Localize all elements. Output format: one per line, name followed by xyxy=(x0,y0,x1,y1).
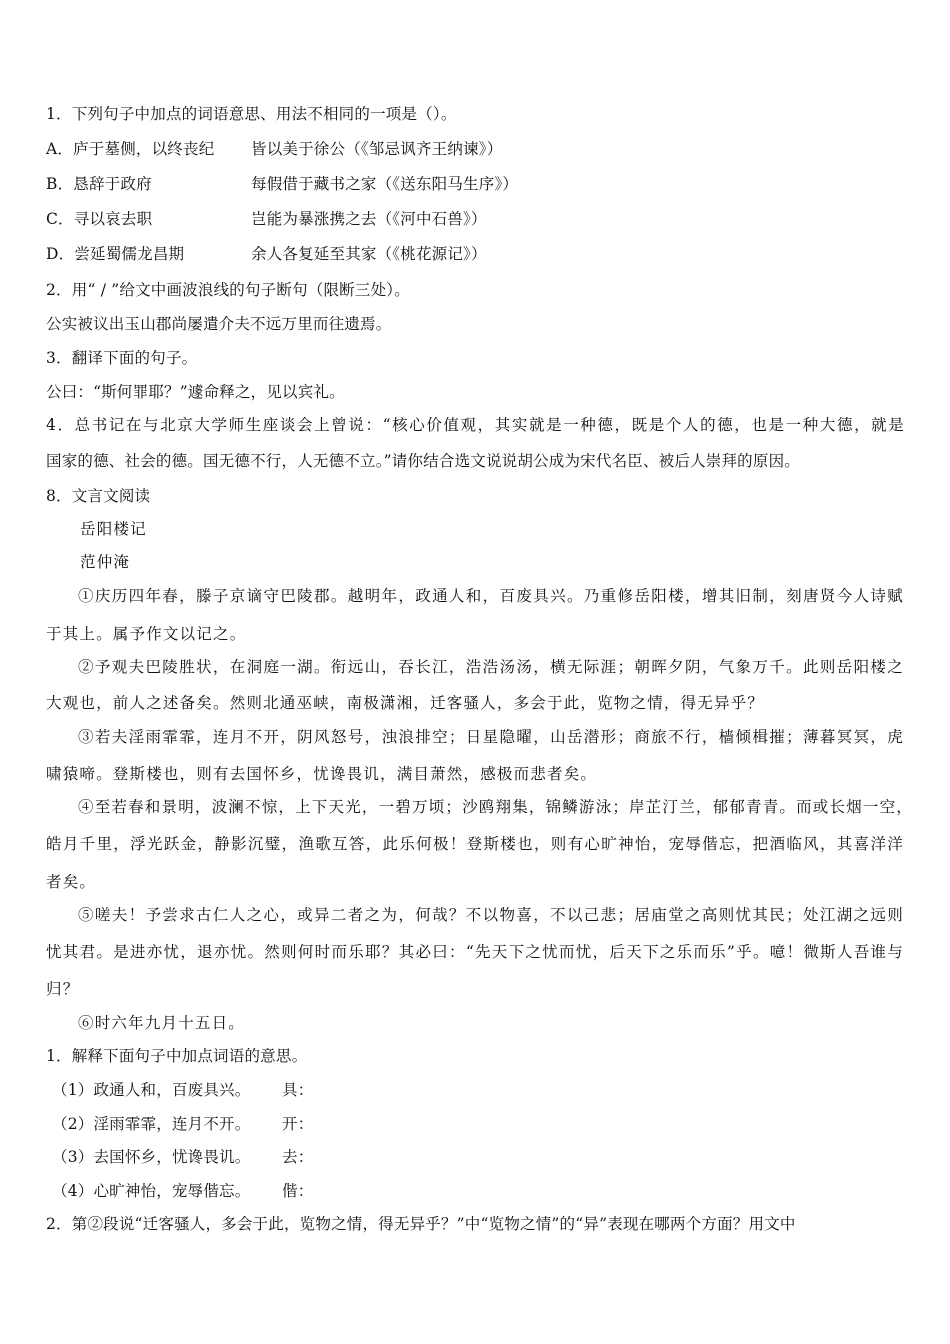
paragraph-6-line-1: ⑥时六年九月十五日。 xyxy=(78,1014,246,1032)
sub-question-2 xyxy=(52,1114,313,1134)
option-right-text: 每假借于藏书之家（《送东阳马生序》） xyxy=(251,175,519,193)
question-1-stem: 1．下列句子中加点的词语意思、用法不相同的一项是（）。 xyxy=(46,105,457,123)
paragraph-3-line-2: 啸猿啼。登斯楼也，则有去国怀乡，忧谗畏讥，满目萧然，感极而悲者矣。 xyxy=(46,765,598,783)
paragraph-2-line-1: ②予观夫巴陵胜状，在洞庭一湖。衔远山，吞长江，浩浩汤汤，横无际涯；朝晖夕阴，气象万千。此则岳阳楼之 xyxy=(78,658,904,676)
option-label: A． xyxy=(46,140,74,158)
question-4-line-2: 国家的德、社会的德。国无德不行，人无德不立。”请你结合选文说说胡公成为宋代名臣、被后人崇拜的原因。 xyxy=(46,452,800,470)
option-d xyxy=(46,244,487,264)
option-left-text: 庐于墓侧，以终丧纪 xyxy=(73,140,215,158)
sub-question-word: 开： xyxy=(282,1115,314,1133)
paragraph-5-line-2: 忧其君。是进亦忧，退亦忧。然则何时而乐耶？其必曰：“先天下之忧而忧，后天下之乐而乐”乎。噫！微斯人吾谁与 xyxy=(46,943,904,961)
option-left-text: 尝延蜀儒龙昌期 xyxy=(74,245,185,263)
question-4-line-1: 4．总书记在与北京大学师生座谈会上曾说：“核心价值观，其实就是一种德，既是个人的德，也是一种大德，就是 xyxy=(46,416,904,434)
sub-question-word: 偕： xyxy=(282,1182,314,1200)
paragraph-1-line-1: ①庆历四年春，滕子京谪守巴陵郡。越明年，政通人和，百废具兴。乃重修岳阳楼，增其旧制，刻唐贤今人诗赋 xyxy=(78,587,904,605)
option-left-text: 寻以哀去职 xyxy=(73,210,153,228)
option-right-text: 余人各复延至其家（《桃花源记》） xyxy=(251,245,487,263)
option-c xyxy=(46,209,487,229)
question-2-stem: 2．用“ / ”给文中画波浪线的句子断句（限断三处）。 xyxy=(46,281,410,299)
sub-question-1 xyxy=(52,1080,313,1100)
paragraph-3-line-1: ③若夫淫雨霏霏，连月不开，阴风怒号，浊浪排空；日星隐曜，山岳潜形；商旅不行，樯倾楫摧；薄暮冥冥，虎 xyxy=(78,728,904,746)
section-8-question-2-stem: 2．第②段说“迁客骚人，多会于此，览物之情，得无异乎？”中“览物之情”的“异”表现在哪两个方面？用文中 xyxy=(46,1215,796,1233)
paragraph-5-line-1: ⑤嗟夫！予尝求古仁人之心，或异二者之为，何哉？不以物喜，不以己悲；居庙堂之高则忧其民；处江湖之远则 xyxy=(78,906,904,924)
option-label: D． xyxy=(46,245,75,263)
passage-title: 岳阳楼记 xyxy=(80,520,147,538)
paragraph-4-line-1: ④至若春和景明，波澜不惊，上下天光，一碧万顷；沙鸥翔集，锦鳞游泳；岸芷汀兰，郁郁青青。而或长烟一空， xyxy=(78,798,914,816)
question-3-stem: 3．翻译下面的句子。 xyxy=(46,349,198,367)
sub-question-3 xyxy=(52,1147,313,1167)
option-a xyxy=(46,139,502,159)
sub-question-4 xyxy=(52,1181,313,1201)
paragraph-2-line-2: 大观也，前人之述备矣。然则北通巫峡，南极潇湘，迁客骚人，多会于此，览物之情，得无异乎？ xyxy=(46,694,765,712)
sub-question-text: （3）去国怀乡，忧谗畏讥。 xyxy=(52,1148,251,1166)
question-3-text: 公曰：“斯何罪耶？”遽命释之，见以宾礼。 xyxy=(46,383,345,401)
paragraph-5-line-3: 归？ xyxy=(46,980,80,998)
sub-question-text: （4）心旷神怡，宠辱偕忘。 xyxy=(52,1182,251,1200)
option-label: C． xyxy=(46,210,74,228)
section-8-question-1-stem: 1．解释下面句子中加点词语的意思。 xyxy=(46,1047,308,1065)
paragraph-4-line-3: 者矣。 xyxy=(46,873,97,891)
paragraph-1-line-2: 于其上。属予作文以记之。 xyxy=(46,625,247,643)
passage-author: 范仲淹 xyxy=(80,553,131,571)
sub-question-text: （2）淫雨霏霏，连月不开。 xyxy=(52,1115,251,1133)
option-b xyxy=(46,174,518,194)
sub-question-word: 去： xyxy=(282,1148,314,1166)
question-2-text: 公实被议出玉山郡尚屡遣介夫不远万里而往遗焉。 xyxy=(46,315,392,333)
sub-question-text: （1）政通人和，百废具兴。 xyxy=(52,1081,251,1099)
option-left-text: 恳辞于政府 xyxy=(73,175,152,193)
section-8-heading: 8．文言文阅读 xyxy=(46,487,151,505)
option-right-text: 皆以美于徐公（《邹忌讽齐王纳谏》） xyxy=(251,140,503,158)
option-label: B． xyxy=(46,175,74,193)
paragraph-4-line-2: 皓月千里，浮光跃金，静影沉璧，渔歌互答，此乐何极！登斯楼也，则有心旷神怡，宠辱偕忘，把酒临风，其喜洋洋 xyxy=(46,835,904,853)
option-right-text: 岂能为暴涨携之去（《河中石兽》） xyxy=(251,210,487,228)
sub-question-word: 具： xyxy=(282,1081,314,1099)
